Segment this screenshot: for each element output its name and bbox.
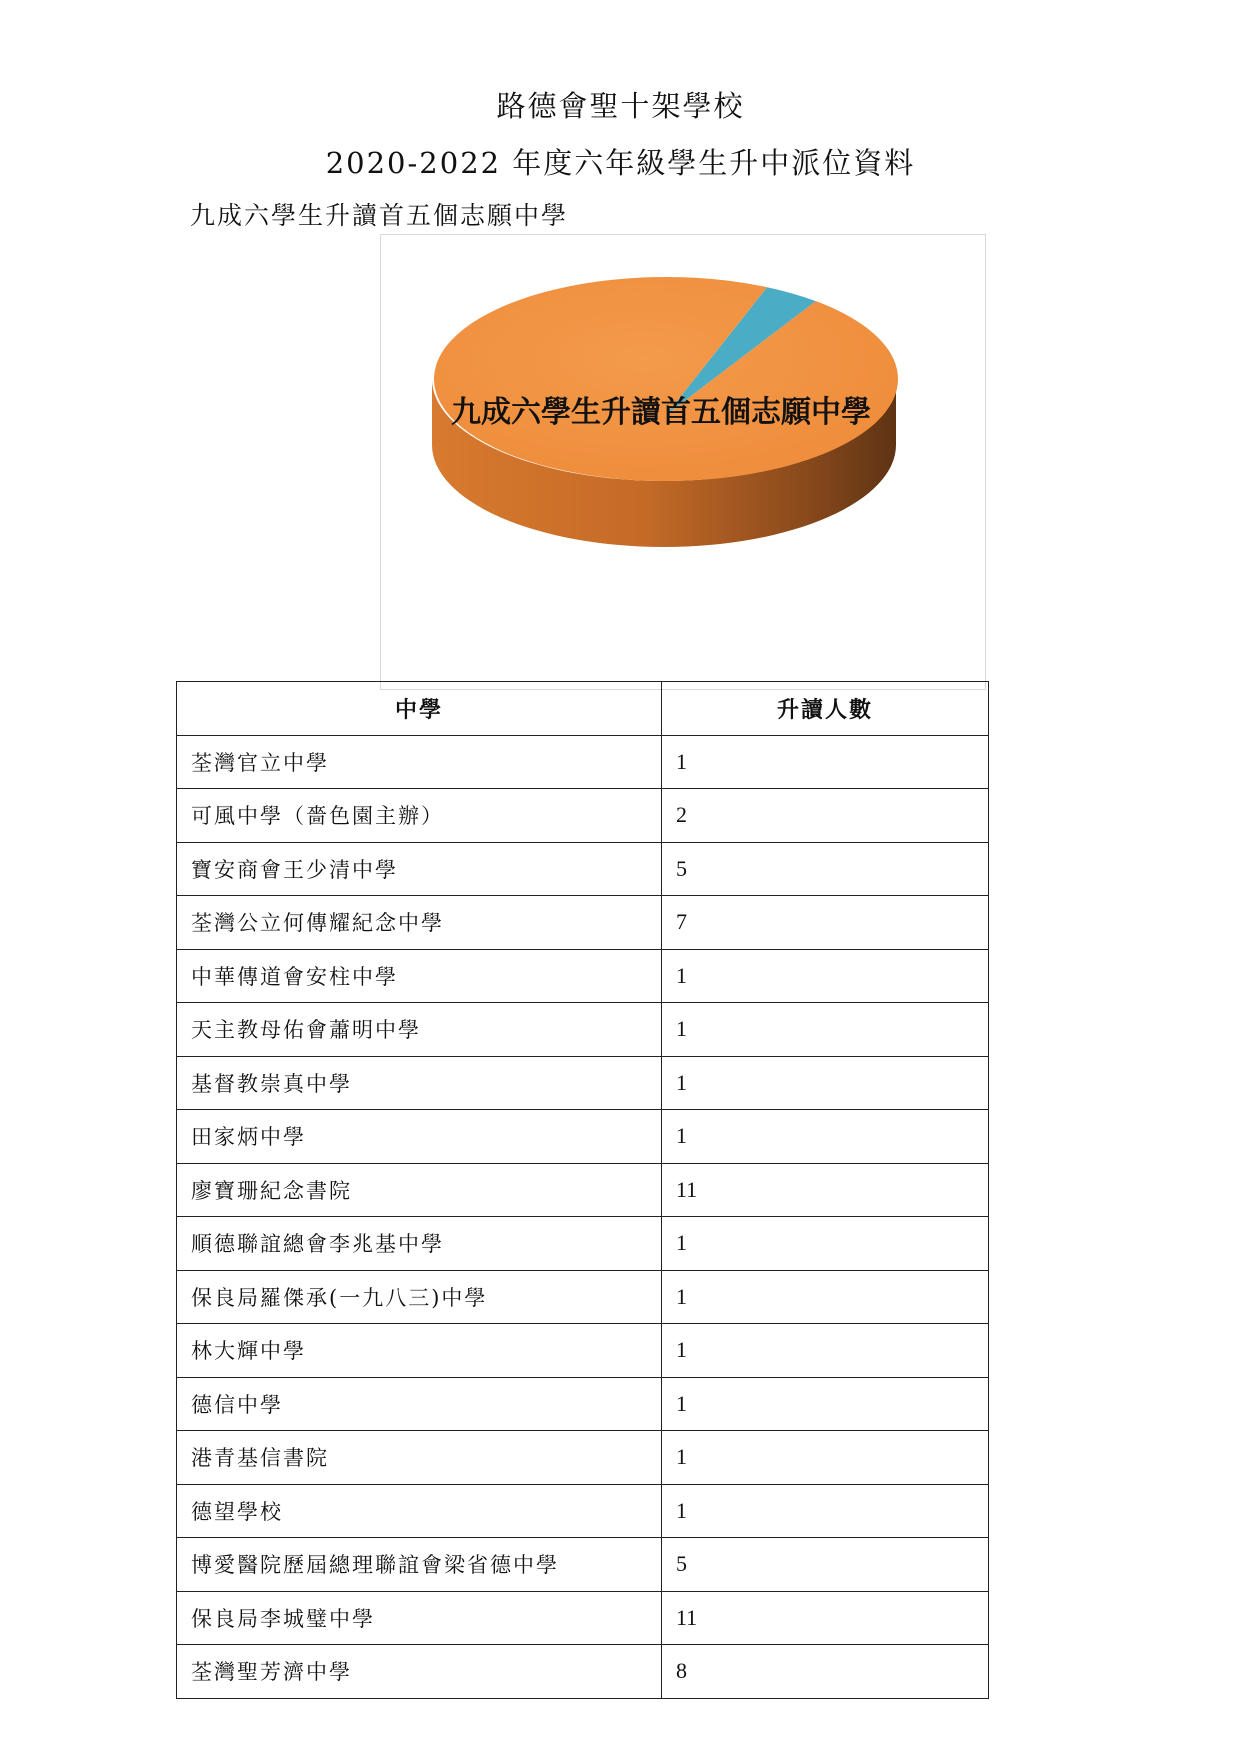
table-row xyxy=(177,1591,989,1645)
school-name-cell: 可風中學（嗇色園主辦） xyxy=(177,789,662,843)
table-row xyxy=(177,1484,989,1538)
table-row xyxy=(177,1056,989,1110)
student-count-cell: 1 xyxy=(662,1217,989,1271)
school-name-cell: 荃灣公立何傳耀紀念中學 xyxy=(177,896,662,950)
table-row xyxy=(177,1538,989,1592)
school-name-cell: 基督教崇真中學 xyxy=(177,1056,662,1110)
pie-chart xyxy=(380,234,986,690)
student-count-cell: 2 xyxy=(662,789,989,843)
student-count-cell: 1 xyxy=(662,1484,989,1538)
table-row xyxy=(177,1163,989,1217)
school-name-cell: 德望學校 xyxy=(177,1484,662,1538)
pie-chart-svg xyxy=(381,235,985,689)
column-header-school: 中學 xyxy=(177,682,662,736)
column-header-count: 升讀人數 xyxy=(662,682,989,736)
table-row xyxy=(177,1003,989,1057)
table-row xyxy=(177,1110,989,1164)
student-count-cell: 8 xyxy=(662,1645,989,1699)
student-count-cell: 1 xyxy=(662,1324,989,1378)
school-name-cell: 德信中學 xyxy=(177,1377,662,1431)
student-count-cell: 7 xyxy=(662,896,989,950)
table-row xyxy=(177,735,989,789)
table-body xyxy=(177,735,989,1698)
table-row xyxy=(177,789,989,843)
table-row xyxy=(177,949,989,1003)
table-header-row xyxy=(177,682,989,736)
student-count-cell: 1 xyxy=(662,1003,989,1057)
table-row xyxy=(177,1270,989,1324)
table-row xyxy=(177,1431,989,1485)
student-count-cell: 11 xyxy=(662,1591,989,1645)
school-name-cell: 荃灣官立中學 xyxy=(177,735,662,789)
school-name-cell: 林大輝中學 xyxy=(177,1324,662,1378)
school-name: 路德會聖十架學校 xyxy=(496,89,745,123)
school-name-cell: 保良局羅傑承(一九八三)中學 xyxy=(177,1270,662,1324)
table-row xyxy=(177,1217,989,1271)
student-count-cell: 5 xyxy=(662,1538,989,1592)
school-name-cell: 博愛醫院歷屆總理聯誼會梁省德中學 xyxy=(177,1538,662,1592)
table-row xyxy=(177,842,989,896)
slice-label: 九成六學生升讀首五個志願中學 xyxy=(451,395,871,430)
table-row xyxy=(177,1324,989,1378)
student-count-cell: 1 xyxy=(662,1431,989,1485)
student-count-cell: 1 xyxy=(662,1377,989,1431)
student-count-cell: 1 xyxy=(662,735,989,789)
table-row xyxy=(177,1645,989,1699)
student-count-cell: 1 xyxy=(662,1056,989,1110)
school-name-cell: 港青基信書院 xyxy=(177,1431,662,1485)
student-count-cell: 5 xyxy=(662,842,989,896)
school-name-cell: 保良局李城璧中學 xyxy=(177,1591,662,1645)
school-name-cell: 中華傳道會安柱中學 xyxy=(177,949,662,1003)
student-count-cell: 11 xyxy=(662,1163,989,1217)
school-name-cell: 廖寶珊紀念書院 xyxy=(177,1163,662,1217)
school-name-cell: 順德聯誼總會李兆基中學 xyxy=(177,1217,662,1271)
table-row xyxy=(177,896,989,950)
school-name-cell: 田家炳中學 xyxy=(177,1110,662,1164)
student-count-cell: 1 xyxy=(662,1270,989,1324)
student-count-cell: 1 xyxy=(662,949,989,1003)
report-title: 2020-2022 年度六年級學生升中派位資料 xyxy=(325,146,916,180)
section-heading: 九成六學生升讀首五個志願中學 xyxy=(190,201,569,230)
school-name-cell: 荃灣聖芳濟中學 xyxy=(177,1645,662,1699)
school-name-cell: 寶安商會王少清中學 xyxy=(177,842,662,896)
pie-slice-major xyxy=(434,277,898,481)
student-count-cell: 1 xyxy=(662,1110,989,1164)
school-name-cell: 天主教母佑會蕭明中學 xyxy=(177,1003,662,1057)
school-allocation-table xyxy=(176,681,989,1699)
table-row xyxy=(177,1377,989,1431)
